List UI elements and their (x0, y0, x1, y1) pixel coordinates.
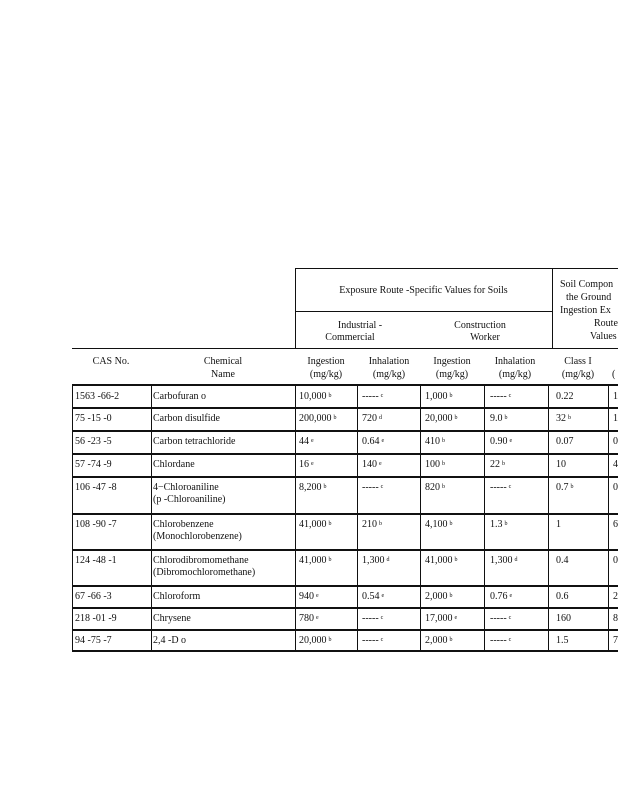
chemical-name: Chlorodibromomethane (153, 555, 249, 566)
column-rule (420, 407, 421, 430)
column-rule (357, 476, 358, 513)
column-rule (295, 607, 296, 629)
ing1-value (299, 555, 332, 567)
footnote-marker: b (449, 393, 453, 399)
column-rule (548, 453, 549, 476)
cas-number: 67 -66 -3 (75, 591, 112, 602)
next-column-fragment: 8 (613, 613, 618, 624)
footnote-marker: c (508, 637, 512, 643)
inh2-value (490, 613, 511, 625)
col-ing1-header-1: Ingestion (307, 356, 345, 367)
footnote-marker: e (381, 438, 385, 444)
row-separator (72, 407, 618, 409)
column-rule (357, 385, 358, 407)
inh2-value-text: ----- (490, 482, 507, 493)
inh1-value (362, 436, 384, 448)
col-inh1-header-1: Inhalation (368, 356, 410, 367)
footnote-marker: b (504, 415, 508, 421)
class1-value (556, 436, 576, 448)
inh2-value-text: ----- (490, 635, 507, 646)
inh1-value-text: ----- (362, 482, 379, 493)
column-rule (151, 453, 152, 476)
column-rule (151, 607, 152, 629)
cas-number: 94 -75 -7 (75, 635, 112, 646)
inh1-value-text: 0.64 (362, 436, 380, 447)
column-rule (357, 513, 358, 549)
chemical-name: (p -Chloroaniline) (153, 494, 226, 505)
footnote-marker: b (328, 393, 332, 399)
footnote-marker: c (380, 393, 384, 399)
column-rule (548, 585, 549, 607)
group-header-left-rule (295, 268, 296, 348)
footnote-marker: c (380, 615, 384, 621)
class1-value (556, 391, 576, 403)
row-separator (72, 430, 618, 432)
column-rule (484, 585, 485, 607)
ing2-value (425, 591, 453, 603)
next-column-fragment: 0 (613, 482, 618, 493)
ing2-value (425, 391, 453, 403)
inh1-value (362, 413, 382, 425)
footnote-marker: e (316, 615, 319, 621)
inh2-value-text: 9.0 (490, 413, 503, 424)
column-header-top-rule (72, 348, 618, 349)
column-rule (548, 407, 549, 430)
column-rule (548, 549, 549, 585)
footnote-marker: e (509, 593, 513, 599)
inh2-value-text: 22 (490, 459, 500, 470)
column-rule (420, 629, 421, 650)
column-rule (608, 513, 609, 549)
next-column-fragment: 1 (613, 391, 618, 402)
col-cas-header: CAS No. (92, 356, 130, 367)
cas-number: 57 -74 -9 (75, 459, 112, 470)
column-rule (72, 513, 73, 549)
inh2-value (490, 391, 511, 403)
column-rule (608, 476, 609, 513)
inh2-value (490, 519, 508, 531)
column-rule (484, 629, 485, 650)
class1-value (556, 519, 563, 531)
column-rule (151, 549, 152, 585)
chemical-name: Chrysene (153, 613, 191, 624)
footnote-marker: b (328, 637, 332, 643)
footnote-marker: b (333, 415, 337, 421)
column-rule (608, 385, 609, 407)
column-rule (548, 629, 549, 650)
next-column-fragment: 4 (613, 459, 618, 470)
ing2-value (425, 459, 445, 471)
cas-number: 106 -47 -8 (75, 482, 117, 493)
class1-value-text: 0.6 (556, 591, 569, 602)
column-rule (72, 385, 73, 407)
column-rule (295, 549, 296, 585)
inh2-value-text: 0.76 (490, 591, 508, 602)
subgroup-divider-rule (295, 311, 552, 312)
cas-number: 108 -90 -7 (75, 519, 117, 530)
footnote-marker: b (570, 484, 574, 490)
class1-value-text: 0.4 (556, 555, 569, 566)
col-class1-header-2: (mg/kg) (561, 369, 595, 380)
column-rule (420, 453, 421, 476)
column-rule (484, 476, 485, 513)
column-rule (484, 407, 485, 430)
footnote-marker: b (454, 415, 458, 421)
column-rule (72, 453, 73, 476)
row-separator (72, 629, 618, 631)
inh2-value (490, 591, 512, 603)
column-rule (484, 453, 485, 476)
footnote-marker: b (504, 521, 508, 527)
chemical-name: Carbofuran o (153, 391, 207, 402)
column-rule (548, 476, 549, 513)
column-rule (72, 629, 73, 650)
footnote-marker: c (380, 484, 384, 490)
footnote-marker: c (508, 484, 512, 490)
inh1-value (362, 591, 384, 603)
row-separator (72, 385, 618, 386)
inh1-value (362, 482, 383, 494)
soil-comp-line-3: Ingestion Ex (560, 305, 611, 316)
footnote-marker: c (508, 615, 512, 621)
column-rule (357, 453, 358, 476)
construction-line-2: Worker (470, 332, 500, 343)
col-chem-header-2: Name (211, 369, 235, 380)
column-rule (484, 385, 485, 407)
inh2-value-text: 1,300 (490, 555, 513, 566)
column-rule (608, 629, 609, 650)
inh1-value (362, 635, 383, 647)
ing1-value (299, 482, 327, 494)
column-rule (608, 607, 609, 629)
footnote-marker: b (568, 415, 571, 421)
footnote-marker: b (449, 637, 453, 643)
column-rule (608, 585, 609, 607)
ing2-value-text: 4,100 (425, 519, 448, 530)
inh1-value (362, 555, 390, 567)
group-header-top-rule (295, 268, 618, 269)
ing1-value-text: 44 (299, 436, 309, 447)
inh1-value-text: ----- (362, 613, 379, 624)
ing2-value (425, 555, 458, 567)
class1-value-text: 10 (556, 459, 566, 470)
column-rule (357, 430, 358, 453)
chemical-name: 4−Chloroaniline (153, 482, 219, 493)
chemical-name: Chloroform (153, 591, 201, 602)
ing2-value-text: 2,000 (425, 591, 448, 602)
class1-value-text: 1 (556, 519, 561, 530)
ing1-value-text: 780 (299, 613, 314, 624)
column-rule (295, 585, 296, 607)
row-separator (72, 453, 618, 455)
class1-value-text: 0.07 (556, 436, 574, 447)
footnote-marker: e (509, 438, 513, 444)
ing1-value (299, 459, 314, 471)
ing2-value-text: 1,000 (425, 391, 448, 402)
ing1-value (299, 519, 332, 531)
cas-number: 1563 -66-2 (75, 391, 120, 402)
ing1-value (299, 591, 319, 603)
inh2-value-text: ----- (490, 391, 507, 402)
ing1-value-text: 16 (299, 459, 309, 470)
inh1-value-text: 720 (362, 413, 377, 424)
class1-value (556, 459, 568, 471)
column-rule (151, 585, 152, 607)
column-rule (484, 607, 485, 629)
col-inh2-header-1: Inhalation (494, 356, 536, 367)
soil-comp-left-rule (552, 268, 553, 348)
column-rule (420, 549, 421, 585)
footnote-marker: e (379, 461, 382, 467)
column-rule (420, 385, 421, 407)
table-bottom-rule (72, 650, 618, 652)
ing2-value-text: 41,000 (425, 555, 453, 566)
soil-comp-line-4: Route (594, 318, 618, 329)
chemical-name: Chlorobenzene (153, 519, 214, 530)
column-rule (151, 513, 152, 549)
footnote-marker: d (379, 415, 382, 421)
ing1-value-text: 8,200 (299, 482, 322, 493)
inh2-value (490, 635, 511, 647)
inh1-value-text: 210 (362, 519, 377, 530)
ing2-value-text: 410 (425, 436, 440, 447)
next-column-fragment: 2 (613, 591, 618, 602)
inh2-value-text: 0.90 (490, 436, 508, 447)
chemical-name: (Monochlorobenzene) (153, 531, 242, 542)
ing1-value (299, 391, 332, 403)
ing2-value (425, 436, 445, 448)
column-rule (72, 585, 73, 607)
column-rule (357, 549, 358, 585)
ing2-value-text: 820 (425, 482, 440, 493)
ing1-value (299, 635, 332, 647)
ing1-value (299, 613, 319, 625)
soil-comp-line-2: the Ground (566, 292, 612, 303)
inh1-value (362, 519, 382, 531)
ing1-value-text: 20,000 (299, 635, 327, 646)
inh2-value (490, 482, 511, 494)
footnote-marker: b (328, 521, 332, 527)
col-next-header-fragment: ( (612, 369, 616, 380)
footnote-marker: e (454, 615, 458, 621)
column-rule (72, 476, 73, 513)
column-rule (484, 513, 485, 549)
cas-number: 56 -23 -5 (75, 436, 112, 447)
inh2-value (490, 555, 518, 567)
ing1-value (299, 413, 337, 425)
next-column-fragment: 0 (613, 555, 618, 566)
class1-value-text: 32 (556, 413, 566, 424)
column-rule (420, 513, 421, 549)
column-rule (420, 607, 421, 629)
inh1-value (362, 459, 382, 471)
footnote-marker: b (454, 557, 458, 563)
column-rule (484, 549, 485, 585)
chemical-name: Carbon disulfide (153, 413, 220, 424)
next-column-fragment: 0 (613, 436, 618, 447)
column-rule (608, 453, 609, 476)
ing2-value-text: 20,000 (425, 413, 453, 424)
column-rule (548, 607, 549, 629)
col-inh2-header-2: (mg/kg) (498, 369, 532, 380)
footnote-marker: d (514, 557, 518, 563)
column-rule (357, 407, 358, 430)
chemical-name: Carbon tetrachloride (153, 436, 236, 447)
inh1-value-text: 0.54 (362, 591, 380, 602)
class1-value (556, 635, 571, 647)
class1-value (556, 591, 571, 603)
ing1-value-text: 940 (299, 591, 314, 602)
next-column-fragment: 6 (613, 519, 618, 530)
row-separator (72, 476, 618, 478)
class1-value (556, 555, 571, 567)
ing2-value (425, 519, 453, 531)
column-rule (151, 476, 152, 513)
column-rule (548, 513, 549, 549)
inh1-value (362, 391, 383, 403)
column-rule (295, 629, 296, 650)
column-rule (420, 430, 421, 453)
footnote-marker: b (442, 484, 445, 490)
row-separator (72, 607, 618, 609)
column-rule (484, 430, 485, 453)
ing2-value-text: 2,000 (425, 635, 448, 646)
ing2-value (425, 413, 458, 425)
column-rule (151, 430, 152, 453)
chemical-name: (Dibromochloromethane) (153, 567, 256, 578)
row-separator (72, 585, 618, 587)
inh1-value-text: 140 (362, 459, 377, 470)
group-title: Exposure Route -Specific Values for Soils (339, 285, 508, 296)
class1-value (556, 482, 574, 494)
col-chem-header-1: Chemical (203, 356, 243, 367)
next-column-fragment: 7 (613, 635, 618, 646)
footnote-marker: d (386, 557, 390, 563)
column-rule (151, 629, 152, 650)
ing2-value-text: 100 (425, 459, 440, 470)
footnote-marker: b (328, 557, 332, 563)
chemical-name: Chlordane (153, 459, 195, 470)
inh2-value (490, 413, 508, 425)
ing2-value (425, 482, 445, 494)
inh1-value-text: ----- (362, 391, 379, 402)
ing2-value-text: 17,000 (425, 613, 453, 624)
column-rule (295, 513, 296, 549)
col-class1-header-1: Class I (564, 356, 592, 367)
inh1-value (362, 613, 383, 625)
ing1-value-text: 200,000 (299, 413, 332, 424)
column-rule (72, 407, 73, 430)
col-ing2-header-1: Ingestion (433, 356, 471, 367)
chemical-name: 2,4 -D o (153, 635, 187, 646)
footnote-marker: b (442, 461, 445, 467)
column-rule (420, 585, 421, 607)
column-rule (295, 407, 296, 430)
construction-line-1: Construction (454, 320, 506, 331)
column-rule (295, 385, 296, 407)
column-rule (295, 453, 296, 476)
next-column-fragment: 1 (613, 413, 618, 424)
inh2-value (490, 436, 512, 448)
footnote-marker: c (380, 637, 384, 643)
footnote-marker: c (508, 393, 512, 399)
industrial-line-2: Commercial (325, 332, 375, 343)
footnote-marker: b (449, 521, 453, 527)
class1-value-text: 160 (556, 613, 571, 624)
footnote-marker: b (502, 461, 505, 467)
column-rule (295, 476, 296, 513)
cas-number: 75 -15 -0 (75, 413, 112, 424)
column-rule (357, 607, 358, 629)
class1-value-text: 0.22 (556, 391, 574, 402)
footnote-marker: e (311, 438, 314, 444)
footnote-marker: e (311, 461, 314, 467)
cas-number: 218 -01 -9 (75, 613, 117, 624)
ing1-value-text: 10,000 (299, 391, 327, 402)
column-rule (608, 549, 609, 585)
inh2-value-text: 1.3 (490, 519, 503, 530)
column-rule (295, 430, 296, 453)
footnote-marker: b (379, 521, 382, 527)
column-rule (548, 385, 549, 407)
col-ing1-header-2: (mg/kg) (309, 369, 343, 380)
soil-comp-line-1: Soil Compon (560, 279, 614, 290)
col-inh1-header-2: (mg/kg) (372, 369, 406, 380)
footnote-marker: b (442, 438, 445, 444)
cas-number: 124 -48 -1 (75, 555, 117, 566)
ing1-value-text: 41,000 (299, 519, 327, 530)
soil-comp-line-5: Values (590, 331, 617, 342)
row-separator (72, 549, 618, 551)
column-rule (608, 407, 609, 430)
inh1-value-text: 1,300 (362, 555, 385, 566)
column-rule (151, 407, 152, 430)
footnote-marker: e (381, 593, 385, 599)
footnote-marker: b (323, 484, 327, 490)
column-rule (151, 385, 152, 407)
column-rule (420, 476, 421, 513)
column-rule (357, 585, 358, 607)
col-ing2-header-2: (mg/kg) (435, 369, 469, 380)
ing2-value (425, 613, 457, 625)
inh1-value-text: ----- (362, 635, 379, 646)
column-rule (608, 430, 609, 453)
column-rule (357, 629, 358, 650)
column-rule (72, 430, 73, 453)
class1-value-text: 0.7 (556, 482, 569, 493)
footnote-marker: e (316, 593, 319, 599)
ing2-value (425, 635, 453, 647)
inh2-value (490, 459, 505, 471)
class1-value-text: 1.5 (556, 635, 569, 646)
footnote-marker: b (449, 593, 453, 599)
column-rule (72, 607, 73, 629)
inh2-value-text: ----- (490, 613, 507, 624)
ing1-value-text: 41,000 (299, 555, 327, 566)
column-rule (72, 549, 73, 585)
row-separator (72, 513, 618, 515)
column-rule (548, 430, 549, 453)
industrial-line-1: Industrial - (337, 320, 383, 331)
ing1-value (299, 436, 314, 448)
class1-value (556, 413, 571, 425)
class1-value (556, 613, 573, 625)
